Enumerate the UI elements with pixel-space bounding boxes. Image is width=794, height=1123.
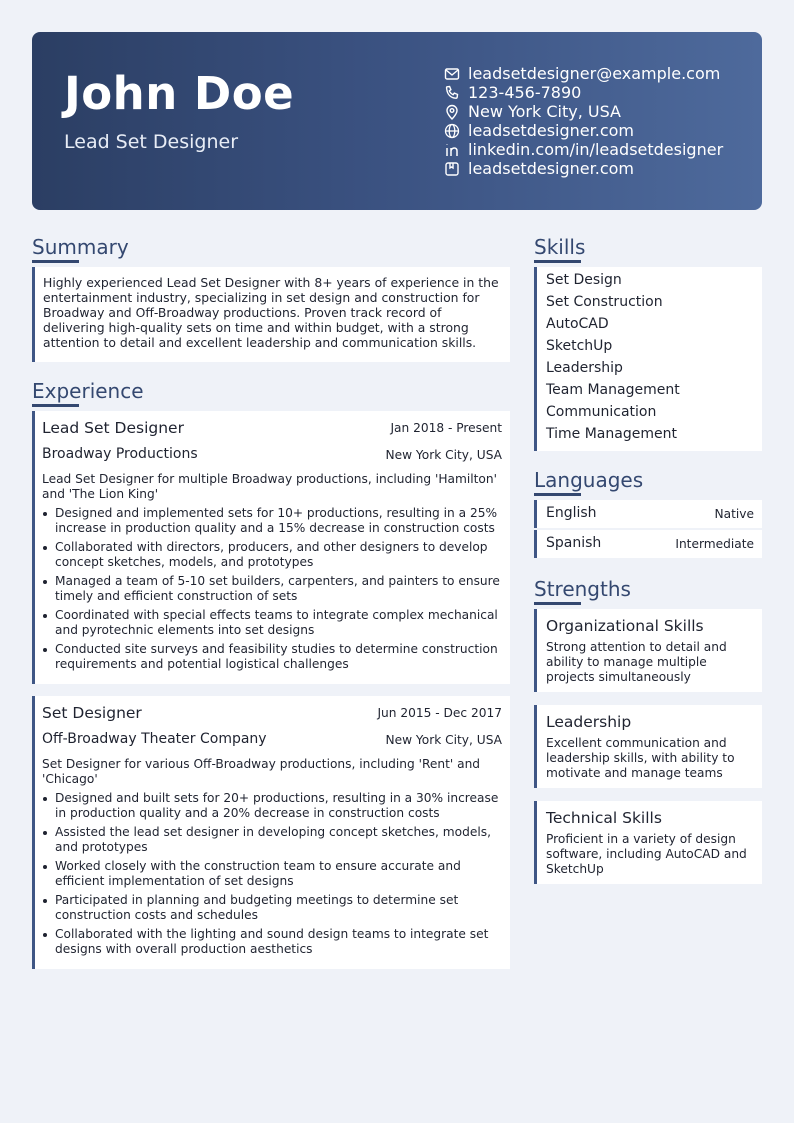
job-description: Lead Set Designer for multiple Broadway productions, including 'Hamilton' and 'The Lion King' [42,472,497,501]
summary-heading: Summary [32,235,129,259]
portfolio-icon [444,161,460,177]
contact-list [444,64,723,178]
summary-card [32,267,510,362]
strength-description: Proficient in a variety of design software, including AutoCAD and SketchUp [546,832,747,876]
experience-heading: Experience [32,379,144,403]
skills-heading-underline [534,260,581,263]
languages-heading-underline [534,493,581,496]
job-dates: Jun 2015 - Dec 2017 [377,706,502,720]
language-name: English [546,505,597,521]
job-bullet-list [42,506,500,676]
language-item [534,530,762,558]
contact-location-text: New York City, USA [468,102,621,121]
strengths-heading-underline [534,602,581,605]
location-icon [444,104,460,120]
language-item [534,500,762,528]
experience-card-2 [32,696,510,969]
skill-item: Communication [546,404,657,420]
job-bullet: Coordinated with special effects teams to integrate complex mechanical and pyrotechnic elements into set designs [42,608,500,638]
globe-icon [444,123,460,139]
contact-website[interactable] [444,121,723,140]
candidate-name: John Doe [64,67,295,120]
job-bullet: Collaborated with directors, producers, and other designers to develop concept sketches, models, and prototypes [42,540,500,570]
skill-item: SketchUp [546,338,613,354]
phone-icon [444,85,460,101]
job-bullet: Conducted site surveys and feasibility studies to determine construction requirements and potential logistical challenges [42,642,500,672]
linkedin-icon [444,142,460,158]
skill-item: Team Management [546,382,680,398]
contact-email-text: leadsetdesigner@example.com [468,64,721,83]
candidate-role: Lead Set Designer [64,131,239,153]
contact-portfolio[interactable] [444,159,723,178]
summary-text: Highly experienced Lead Set Designer with 8+ years of experience in the entertainment industry, specializing in set design and construction for Broadway and Off-Broadway productions. Proven track record of delivering high-quality sets on time and within budget, with a strong attention to detail and excellent leadership and communication skills. [43,275,499,350]
contact-phone-text: 123-456-7890 [468,83,582,102]
skill-item: Time Management [546,426,677,442]
strength-card [534,801,762,884]
strength-title: Organizational Skills [546,617,704,635]
experience-card-1 [32,411,510,684]
job-bullet: Participated in planning and budgeting meetings to determine set construction costs and schedules [42,893,500,923]
skill-item: AutoCAD [546,316,609,332]
job-bullet: Collaborated with the lighting and sound design teams to integrate set designs with overall production aesthetics [42,927,500,957]
strength-card [534,609,762,692]
contact-linkedin-text: linkedin.com/in/leadsetdesigner [468,140,724,159]
contact-email[interactable] [444,64,723,83]
contact-location [444,102,723,121]
contact-phone[interactable] [444,83,723,102]
strength-title: Technical Skills [546,809,662,827]
language-level: Intermediate [675,537,754,551]
job-bullet: Assisted the lead set designer in developing concept sketches, models, and prototypes [42,825,500,855]
skill-item: Set Construction [546,294,663,310]
strength-description: Excellent communication and leadership skills, with ability to motivate and manage teams [546,736,735,780]
strength-description: Strong attention to detail and ability to manage multiple projects simultaneously [546,640,727,684]
experience-heading-underline [32,404,79,407]
contact-linkedin[interactable] [444,140,723,159]
strengths-heading: Strengths [534,577,631,601]
job-description: Set Designer for various Off-Broadway productions, including 'Rent' and 'Chicago' [42,757,481,786]
job-title: Set Designer [42,704,142,722]
skills-card [534,267,762,451]
job-bullet: Designed and built sets for 20+ productions, resulting in a 30% increase in production quality and a 20% decrease in construction costs [42,791,500,821]
summary-heading-underline [32,260,79,263]
languages-heading: Languages [534,468,644,492]
contact-website-text: leadsetdesigner.com [468,121,634,140]
job-location: New York City, USA [385,733,502,747]
job-company: Broadway Productions [42,446,198,462]
mail-icon [444,66,460,82]
job-location: New York City, USA [385,448,502,462]
language-name: Spanish [546,535,602,551]
strength-card [534,705,762,788]
job-bullet: Managed a team of 5-10 set builders, carpenters, and painters to ensure timely and efficient construction of sets [42,574,500,604]
job-company: Off-Broadway Theater Company [42,731,267,747]
skills-heading: Skills [534,235,586,259]
contact-portfolio-text: leadsetdesigner.com [468,159,634,178]
job-dates: Jan 2018 - Present [390,421,502,435]
job-title: Lead Set Designer [42,419,184,437]
job-bullet: Designed and implemented sets for 10+ productions, resulting in a 25% increase in production quality and a 15% decrease in construction costs [42,506,500,536]
job-bullet-list [42,791,500,961]
resume-header [32,32,762,210]
skill-item: Leadership [546,360,623,376]
job-bullet: Worked closely with the construction team to ensure accurate and efficient implementation of set designs [42,859,500,889]
strength-title: Leadership [546,713,632,731]
language-level: Native [714,507,754,521]
skill-item: Set Design [546,272,622,288]
